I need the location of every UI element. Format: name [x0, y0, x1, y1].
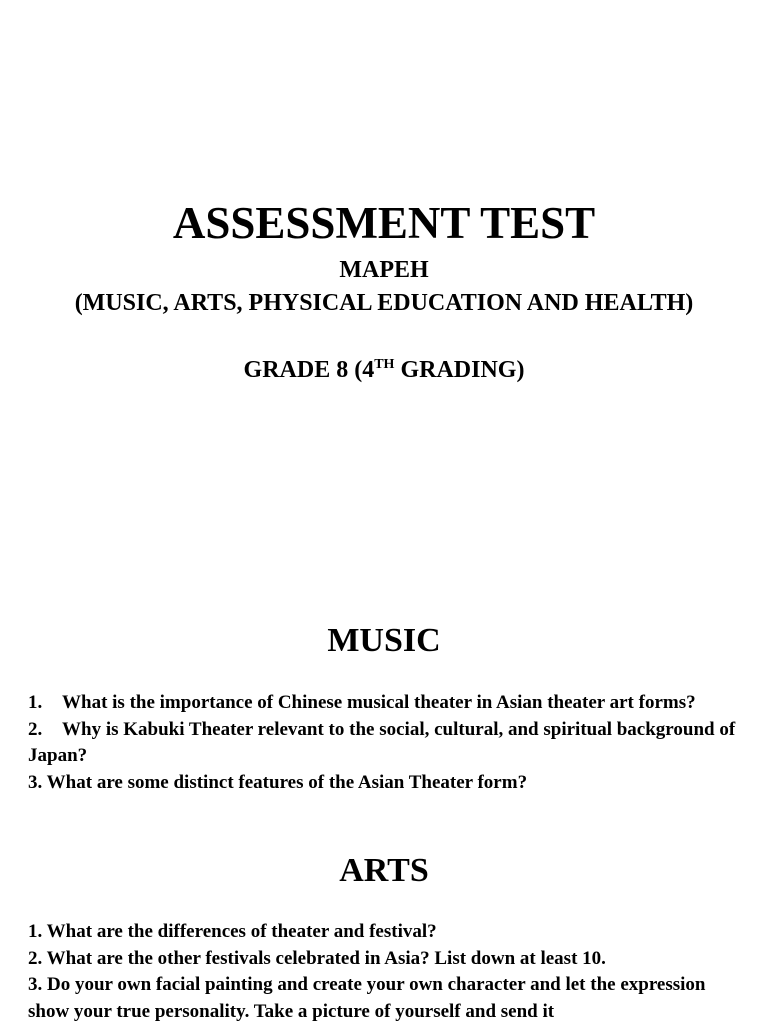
arts-question-1 [28, 919, 740, 946]
grade-prefix: GRADE 8 (4 [243, 357, 375, 383]
arts-question-3 [28, 972, 740, 1025]
arts-question-2 [28, 946, 740, 973]
question-text: What are some distinct features of the Asian Theater form? [46, 771, 528, 793]
section-title-arts: ARTS [339, 852, 429, 889]
question-text: Do your own facial painting and create your own character and let the expression show your true personality. Take a picture of yourself and send it [28, 974, 706, 1022]
music-question-1 [28, 690, 740, 717]
grade-suffix: GRADING) [394, 357, 525, 383]
grade-superscript: TH [374, 357, 395, 372]
music-question-list [28, 690, 740, 796]
subject-name: MAPEH [339, 257, 429, 283]
question-number: 1. [28, 692, 43, 713]
question-text: What are the differences of theater and festival? [46, 921, 437, 942]
question-number: 3. [28, 974, 43, 995]
document-title: ASSESSMENT TEST [172, 198, 596, 248]
question-text: What are the other festivals celebrated in Asia? List down at least 10. [46, 947, 606, 969]
arts-question-list [28, 919, 740, 1025]
question-text: Why is Kabuki Theater relevant to the social, cultural, and spiritual background of Japan? [28, 718, 736, 766]
question-number: 2. [28, 947, 43, 969]
question-number: 2. [28, 718, 43, 740]
question-number: 1. [28, 921, 43, 942]
section-title-music: MUSIC [327, 622, 441, 659]
question-text: What is the importance of Chinese musical theater in Asian theater art forms? [62, 692, 696, 713]
music-question-2 [28, 717, 740, 770]
subject-full-name: (MUSIC, ARTS, PHYSICAL EDUCATION AND HEALTH) [74, 290, 694, 316]
music-question-3 [28, 770, 740, 797]
grade-level [0, 355, 768, 385]
question-number: 3. [28, 771, 43, 793]
